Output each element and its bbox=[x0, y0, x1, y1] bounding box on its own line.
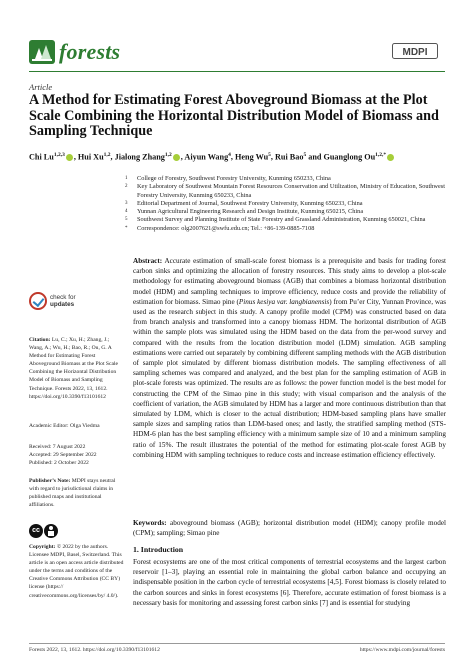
affiliation-number: 3 bbox=[125, 200, 128, 206]
keywords-label: Keywords: bbox=[133, 519, 167, 527]
publisher-note-text: MDPI stays neutral with regard to jurisdictional claims in published maps and institutional affiliations. bbox=[29, 478, 116, 509]
copyright-label: Copyright: bbox=[29, 544, 56, 550]
affiliation-text: Key Laboratory of Southwest Mountain Forest Resources Conservation and Utilization, Ministry of Education, Southwest Forestry University, Kunming 650233, China bbox=[137, 183, 445, 199]
orcid-icon[interactable] bbox=[66, 154, 73, 161]
affiliation-number: 4 bbox=[125, 209, 128, 215]
article-title: A Method for Estimating Forest Aboveground Biomass at the Plot Scale Combining the Horizontal Distribution Model of Biomass and Sampling Technique bbox=[29, 92, 439, 140]
affiliation-number: 2 bbox=[125, 184, 128, 190]
affiliation-item bbox=[125, 208, 455, 216]
abstract bbox=[133, 256, 446, 460]
author-affiliation-marker: 4 bbox=[228, 152, 231, 158]
footer-citation: Forests 2022, 13, 1612. https://doi.org/10.3390/f13101612 bbox=[29, 647, 160, 653]
orcid-icon[interactable] bbox=[173, 154, 180, 161]
section-heading: 1. Introduction bbox=[133, 545, 184, 554]
author-separator: , bbox=[230, 152, 236, 162]
orcid-icon[interactable] bbox=[387, 154, 394, 161]
abstract-species-italic: Pinus kesiya var. langbianensis bbox=[238, 297, 330, 306]
attribution-icon bbox=[44, 524, 58, 538]
affiliation-number: * bbox=[125, 225, 128, 231]
affiliation-item bbox=[125, 225, 455, 233]
author-affiliation-marker: 1,2 bbox=[103, 152, 111, 158]
citation-text: Lu, C.; Xu, H.; Zhang, J.; Wang, A.; Wu, H.; Bao, R.; Ou, G. A Method for Estimating Forest Aboveground Biomass at the Plot Scale Combining the Horizontal Distribution Model of Biomass and Sampling Technique. Forests 2022, 13, 1612. https://doi.org/10.3390/f13101612 bbox=[29, 337, 119, 400]
date-received: Received: 7 August 2022 bbox=[29, 444, 86, 450]
author-separator: , bbox=[270, 152, 276, 162]
publisher-note bbox=[29, 477, 124, 509]
author-name[interactable]: Rui Bao bbox=[275, 152, 304, 162]
article-type: Article bbox=[29, 82, 53, 92]
footer-divider bbox=[29, 643, 445, 644]
author-separator: , bbox=[73, 152, 78, 162]
author-name[interactable]: Aiyun Wang bbox=[184, 152, 229, 162]
author-separator: , bbox=[110, 152, 115, 162]
mdpi-logo[interactable] bbox=[392, 43, 438, 59]
copyright-block bbox=[29, 543, 124, 600]
keywords bbox=[133, 518, 446, 538]
copyright-text: © 2022 by the authors. Licensee MDPI, Basel, Switzerland. This article is an open access article distributed under the terms and conditions of the Creative Commons Attribution (CC BY) license (https:// creativecommons.org/licenses/by/ 4.0/). bbox=[29, 544, 124, 599]
author-affiliation-marker: 1,2 bbox=[164, 152, 172, 158]
check-updates-line1: check for bbox=[50, 294, 76, 301]
affiliation-text: Southwest Survey and Planning Institute of State Forestry and Grassland Administration, Kunming 650021, China bbox=[137, 216, 426, 224]
author-name[interactable]: Heng Wu bbox=[235, 152, 269, 162]
author-name[interactable]: Guanglong Ou bbox=[323, 152, 376, 162]
header-divider bbox=[29, 71, 445, 72]
affiliation-item bbox=[125, 183, 455, 200]
author-affiliation-marker: 1,2,3 bbox=[53, 152, 65, 158]
affiliations bbox=[125, 175, 455, 233]
journal-logo-icon bbox=[29, 40, 55, 64]
author-affiliation-marker: 1,2,* bbox=[375, 152, 387, 158]
keywords-text: aboveground biomass (AGB); horizontal distribution model (HDM); canopy profile model (CPM); sampling; Simao pine bbox=[133, 519, 447, 538]
affiliation-item bbox=[125, 200, 455, 208]
author-affiliation-marker: 5 bbox=[268, 152, 271, 158]
affiliation-text: College of Forestry, Southwest Forestry University, Kunming 650233, China bbox=[137, 175, 331, 182]
citation-block bbox=[29, 336, 124, 401]
check-updates-icon bbox=[29, 292, 47, 310]
affiliation-text: Editorial Department of Journal, Southwest Forestry University, Kunming 650233, China bbox=[137, 199, 363, 207]
date-published: Published: 2 October 2022 bbox=[29, 460, 89, 467]
author-name[interactable]: Chi Lu bbox=[29, 152, 54, 162]
introduction-paragraph: Forest ecosystems are one of the most critical components of terrestrial ecosystems and the largest carbon reservoir [1–3], playing an essential role in maintaining the global carbon balance and occupying an indispensable position in the carbon cycle of terrestrial ecosystems [4,5]. Forest biomass is closely related to the carbon sources and sinks in forest ecosystems [6]. Therefore, accurate estimation of forest biomass is a necessary basis for monitoring and assessing forest carbon sinks [7] and is essential for studying bbox=[133, 558, 446, 607]
date-accepted: Accepted: 29 September 2022 bbox=[29, 452, 97, 459]
abstract-label: Abstract: bbox=[133, 257, 163, 265]
affiliation-text: Yunnan Agricultural Engineering Research and Design Institute, Kunming 650215, China bbox=[137, 208, 364, 216]
citation-label: Citation: bbox=[29, 337, 51, 343]
abstract-text-1: Accurate estimation of small-scale forest biomass is a prerequisite and basis for trading forest carbon sinks and optimizing the allocation of forestry resources. This study aims to develop a plot-scale methodology for estimating aboveground biomass (AGB) that combines a biomass horizontal distribution model (HDM) and sampling techniques to improve efficiency, reduce costs and provide the reliability of estimation for biomass. Simao pine ( bbox=[133, 257, 446, 306]
author-separator: , bbox=[180, 152, 185, 162]
author-separator: and bbox=[306, 152, 324, 162]
check-updates-line2: updates bbox=[50, 301, 75, 308]
check-for-updates-button[interactable] bbox=[29, 292, 99, 314]
journal-name[interactable]: forests bbox=[59, 39, 121, 64]
cc-by-license-icon[interactable] bbox=[29, 524, 59, 538]
affiliation-number: 5 bbox=[125, 217, 128, 223]
footer-journal-link[interactable]: https://www.mdpi.com/journal/forests bbox=[359, 647, 445, 653]
abstract-text-2: ) from Pu’er City, Yunnan Province, was used as the research subject in this study. A canopy profile model (CPM) was constructed based on data from branch analysis and transformed into a canopy biomass HDM. The horizontal distribution of AGB within the sample plots was simulated using the HDM based on the data from the per-wood survey and compared with the results from the location distribution model (LDM) simulation. AGB sampling estimations were carried out separately by combining different sampling methods with the AGB distribution of sample plot simulated by different biomass distribution models. The sampling effectiveness of all sampling schemes was compared and analyzed, and the best plan for the sampling estimation of AGB in plot-scale forests was optimized. The results are as follows: the power function model is the best model for constructing the CPM of the Simao pine in this study; with visual comparison and the analysis of the coefficient of variation, the AGB simulated by HDM has a larger and more continuous distribution than that simulated by LDM, which is closer to the actual distribution; HDM-based sampling plans have smaller sample sizes and sampling ratios than LDM-based ones; and lastly, the stratified sampling method (STS-HDM-6 plan has the best sampling efficiency with a minimum sample size of 10 and a minimum sampling ratio of 15%. The result illustrates the potential of the method for estimating plot-scale forest AGB by combining HDM with sampling techniques to reduce costs and increase estimation efficiency effectively. bbox=[133, 297, 447, 459]
academic-editor: Academic Editor: Olga Viedma bbox=[29, 423, 100, 429]
affiliation-text: Correspondence: olg2007621@swfu.edu.cn; Tel.: +86-139-0885-7108 bbox=[137, 224, 315, 232]
author-name[interactable]: Jialong Zhang bbox=[114, 152, 165, 162]
affiliation-item bbox=[125, 175, 455, 183]
author-name[interactable]: Hui Xu bbox=[77, 152, 104, 162]
affiliation-number: 1 bbox=[125, 176, 128, 181]
cc-icon: cc bbox=[29, 524, 43, 538]
publisher-note-label: Publisher’s Note: bbox=[29, 478, 71, 484]
author-affiliation-marker: 5 bbox=[303, 152, 307, 158]
author-list bbox=[29, 150, 459, 163]
mdpi-logo-text: MDPI bbox=[402, 47, 428, 58]
publication-dates bbox=[29, 443, 124, 467]
affiliation-item bbox=[125, 216, 455, 224]
